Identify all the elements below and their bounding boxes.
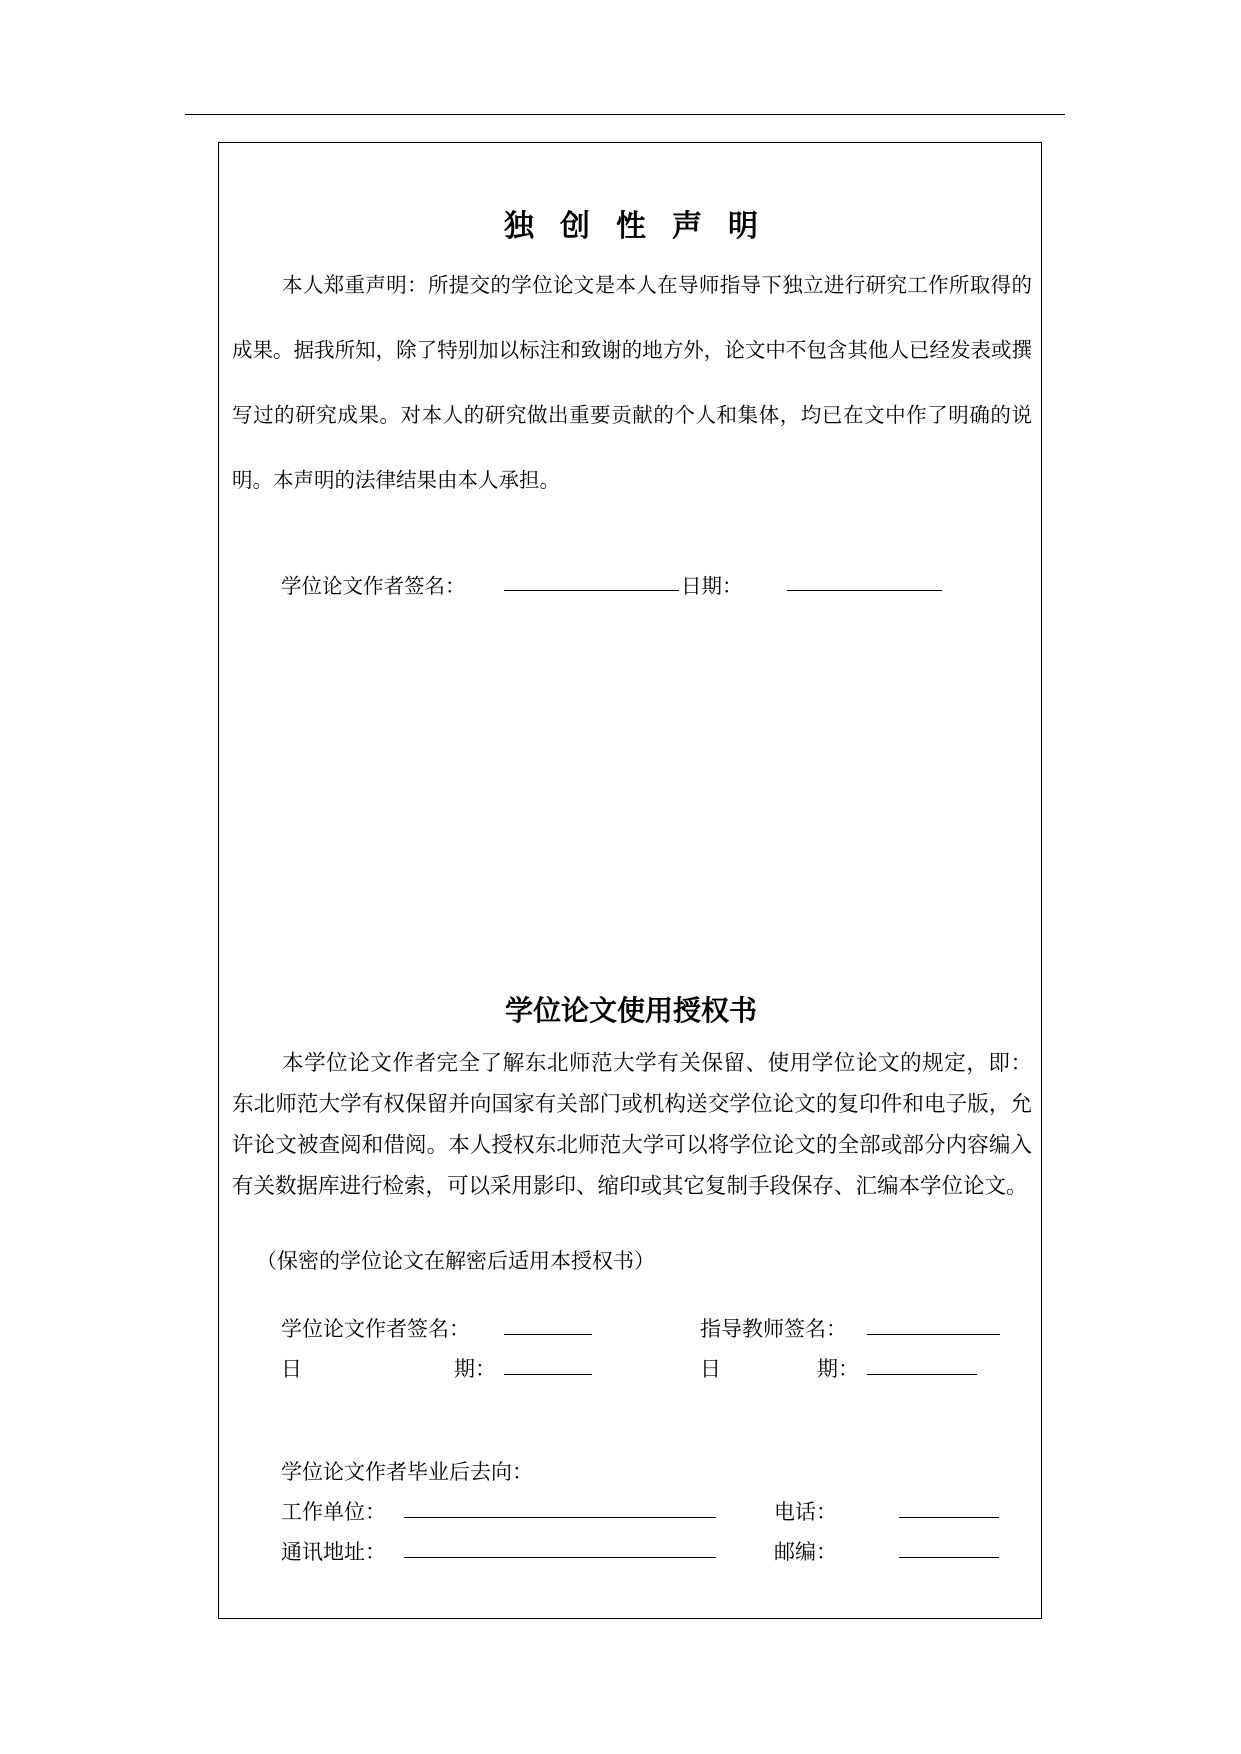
authorization-author-date-field[interactable] [504, 1352, 592, 1375]
destination-employer-label: 工作单位： [281, 1500, 386, 1524]
destination-address-field[interactable] [404, 1535, 716, 1558]
authorization-advisor-date-field[interactable] [867, 1352, 977, 1375]
authorization-advisor-date-char2: 期： [817, 1357, 859, 1381]
destination-heading: 学位论文作者毕业后去向： [281, 1460, 533, 1484]
declaration-title: 独创性声明 [504, 209, 784, 244]
declaration-date-field[interactable] [787, 568, 942, 591]
authorization-author-date-char1: 日 [281, 1357, 302, 1381]
authorization-title: 学位论文使用授权书 [504, 994, 757, 1027]
authorization-author-date-char2: 期： [454, 1357, 496, 1381]
authorization-author-sign-label: 学位论文作者签名： [281, 1317, 470, 1341]
authorization-note: （保密的学位论文在解密后适用本授权书） [256, 1249, 655, 1273]
destination-phone-field[interactable] [899, 1495, 999, 1518]
destination-postcode-label: 邮编： [774, 1540, 837, 1564]
declaration-author-sign-label: 学位论文作者签名： [281, 574, 466, 598]
destination-postcode-field[interactable] [899, 1535, 999, 1558]
authorization-text: 本学位论文作者完全了解东北师范大学有关保留、使用学位论文的规定，即：东北师范大学有权保留并向国家有关部门或机构送交学位论文的复印件和电子版，允许论文被查阅和借阅。本人授权东北师范大学可以将学位论文的全部或部分内容编入有关数据库进行检索，可以采用影印、缩印或其它复制手段保存、汇编本学位论文。 [232, 1051, 1032, 1199]
authorization-body [232, 1043, 1032, 1207]
authorization-advisor-date-char1: 日 [700, 1357, 721, 1381]
authorization-author-sign-field[interactable] [504, 1312, 592, 1335]
authorization-advisor-sign-field[interactable] [867, 1312, 1000, 1335]
destination-phone-label: 电话： [774, 1500, 837, 1524]
declaration-body [232, 253, 1032, 513]
destination-address-label: 通讯地址： [281, 1540, 386, 1564]
declaration-text: 本人郑重声明：所提交的学位论文是本人在导师指导下独立进行研究工作所取得的成果。据我所知，除了特别加以标注和致谢的地方外，论文中不包含其他人已经发表或撰写过的研究成果。对本人的研究做出重要贡献的个人和集体，均已在文中作了明确的说明。本声明的法律结果由本人承担。 [232, 273, 1032, 492]
declaration-author-sign-field[interactable] [504, 568, 679, 591]
destination-employer-field[interactable] [404, 1495, 716, 1518]
declaration-date-label: 日期： [681, 574, 743, 598]
form-frame [218, 142, 1042, 1619]
authorization-advisor-sign-label: 指导教师签名： [700, 1317, 847, 1341]
page-header-rule [185, 114, 1065, 115]
